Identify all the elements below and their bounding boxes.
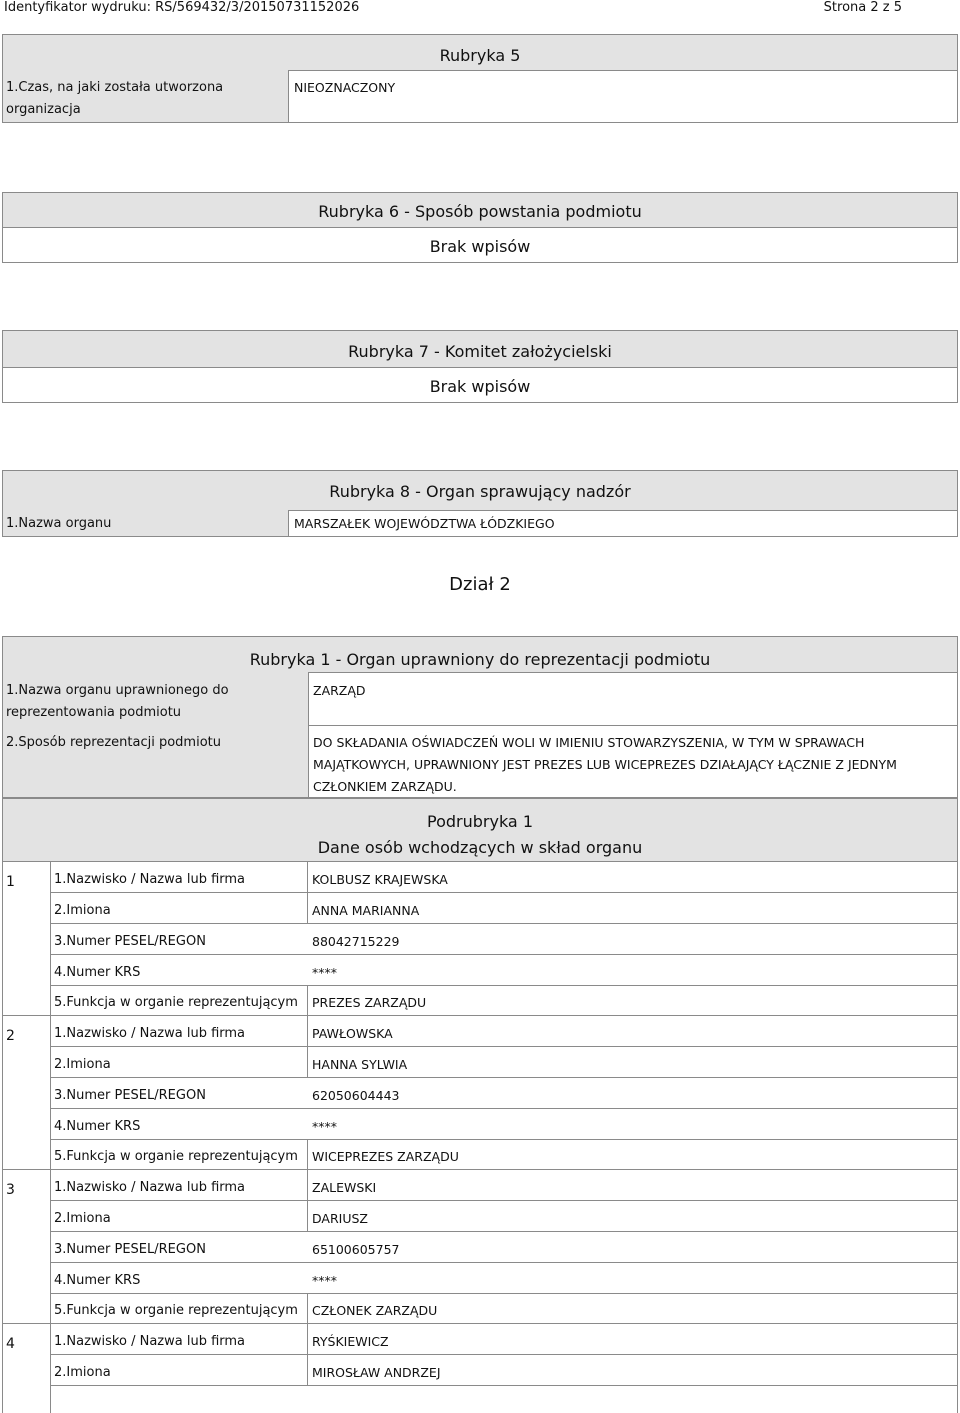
rubryka8-label: 1.Nazwa organu	[6, 516, 112, 531]
surname-label: 1.Nazwisko / Nazwa lub firma	[54, 1334, 246, 1349]
page-number: Strona 2 z 5	[823, 0, 902, 15]
rubryka5-label-line2: organizacja	[6, 102, 81, 117]
person-number: 1	[6, 874, 15, 890]
names-label: 2.Imiona	[54, 1365, 111, 1380]
pesel-label: 3.Numer PESEL/REGON	[54, 934, 206, 949]
rubryka5-title: Rubryka 5	[439, 46, 521, 65]
surname-value: RYŚKIEWICZ	[312, 1334, 389, 1349]
pesel-label: 3.Numer PESEL/REGON	[54, 1242, 206, 1257]
rubryka7-title: Rubryka 7 - Komitet założycielski	[348, 342, 612, 361]
person-block	[2, 1016, 958, 1170]
krs-label: 4.Numer KRS	[54, 1119, 141, 1134]
person-block	[2, 1170, 958, 1324]
names-value: ANNA MARIANNA	[312, 903, 420, 918]
function-label: 5.Funkcja w organie reprezentującym	[54, 995, 298, 1010]
names-label: 2.Imiona	[54, 1057, 111, 1072]
rubryka1-name-label-line1: 1.Nazwa organu uprawnionego do	[6, 683, 229, 698]
rubryka1-method-line3: CZŁONKIEM ZARZĄDU.	[313, 779, 457, 794]
krs-label: 4.Numer KRS	[54, 965, 141, 980]
surname-label: 1.Nazwisko / Nazwa lub firma	[54, 1180, 246, 1195]
names-value: HANNA SYLWIA	[312, 1057, 408, 1072]
function-label: 5.Funkcja w organie reprezentującym	[54, 1303, 298, 1318]
dzial2-title: Dział 2	[449, 574, 511, 595]
rubryka8-value: MARSZAŁEK WOJEWÓDZTWA ŁÓDZKIEGO	[294, 516, 555, 531]
surname-label: 1.Nazwisko / Nazwa lub firma	[54, 1026, 246, 1041]
pesel-label: 3.Numer PESEL/REGON	[54, 1088, 206, 1103]
names-value: MIROSŁAW ANDRZEJ	[312, 1365, 441, 1380]
rubryka6-empty: Brak wpisów	[429, 237, 531, 256]
podrubryka-title: Podrubryka 1	[427, 812, 533, 831]
pesel-value: 88042715229	[312, 934, 400, 949]
rubryka7-empty: Brak wpisów	[429, 377, 531, 396]
person-number: 3	[6, 1182, 15, 1198]
pesel-value: 65100605757	[312, 1242, 400, 1257]
rubryka5-label-line1: 1.Czas, na jaki została utworzona	[6, 80, 224, 95]
krs-value: ****	[312, 1119, 337, 1134]
rubryka5-value: NIEOZNACZONY	[294, 80, 396, 95]
podrubryka-subtitle: Dane osób wchodzących w skład organu	[317, 838, 643, 857]
rubryka8-title: Rubryka 8 - Organ sprawujący nadzór	[329, 482, 631, 501]
rubryka1-name-value: ZARZĄD	[313, 683, 366, 698]
names-label: 2.Imiona	[54, 903, 111, 918]
person-block	[2, 1324, 958, 1413]
rubryka1-name-label-line2: reprezentowania podmiotu	[6, 705, 182, 720]
surname-label: 1.Nazwisko / Nazwa lub firma	[54, 872, 246, 887]
rubryka1-method-line1: DO SKŁADANIA OŚWIADCZEŃ WOLI W IMIENIU STOWARZYSZENIA, W TYM W SPRAWACH	[313, 735, 865, 750]
krs-label: 4.Numer KRS	[54, 1273, 141, 1288]
names-value: DARIUSZ	[312, 1211, 368, 1226]
function-value: WICEPREZES ZARZĄDU	[312, 1149, 459, 1164]
rubryka1-title: Rubryka 1 - Organ uprawniony do reprezentacji podmiotu	[249, 650, 711, 669]
function-value: CZŁONEK ZARZĄDU	[312, 1303, 438, 1318]
person-block	[2, 862, 958, 1016]
krs-value: ****	[312, 1273, 337, 1288]
function-label: 5.Funkcja w organie reprezentującym	[54, 1149, 298, 1164]
print-identifier: Identyfikator wydruku: RS/569432/3/20150731152026	[4, 0, 360, 15]
surname-value: KOLBUSZ KRAJEWSKA	[312, 872, 448, 887]
pesel-value: 62050604443	[312, 1088, 400, 1103]
rubryka1-method-label: 2.Sposób reprezentacji podmiotu	[6, 735, 221, 750]
function-value: PREZES ZARZĄDU	[312, 995, 427, 1010]
surname-value: PAWŁOWSKA	[312, 1026, 393, 1041]
krs-value: ****	[312, 965, 337, 980]
rubryka1-method-line2: MAJĄTKOWYCH, UPRAWNIONY JEST PREZES LUB WICEPREZES DZIAŁAJĄCY ŁĄCZNIE Z JEDNYM	[313, 757, 897, 772]
names-label: 2.Imiona	[54, 1211, 111, 1226]
person-number: 4	[6, 1336, 15, 1352]
person-number: 2	[6, 1028, 15, 1044]
rubryka1-name-cell	[308, 672, 958, 726]
rubryka6-title: Rubryka 6 - Sposób powstania podmiotu	[318, 202, 642, 221]
surname-value: ZALEWSKI	[312, 1180, 377, 1195]
